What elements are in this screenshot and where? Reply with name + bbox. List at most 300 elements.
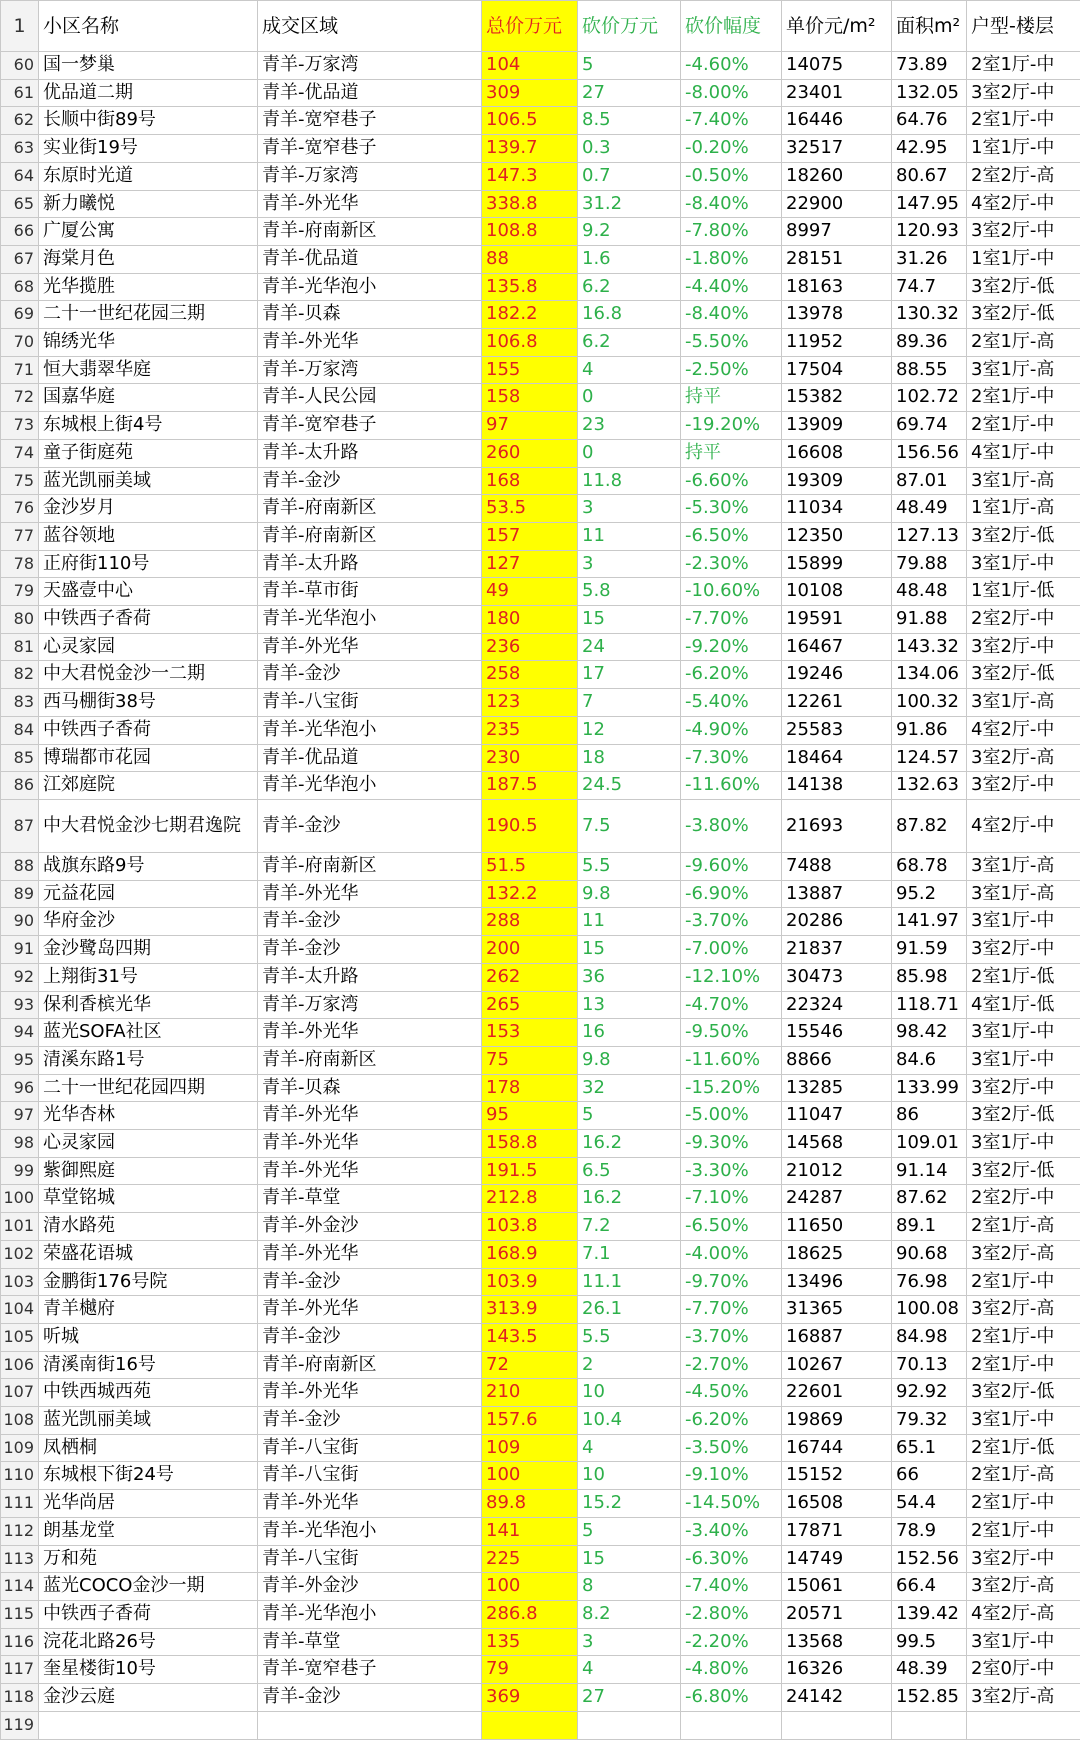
cell-layout-floor[interactable]: 2室2厅-高 bbox=[967, 162, 1080, 190]
cell-layout-floor[interactable]: 3室2厅-高 bbox=[967, 1240, 1080, 1268]
cell-total-price[interactable]: 106.5 bbox=[482, 107, 578, 135]
cell-layout-floor[interactable]: 3室1厅-中 bbox=[967, 1019, 1080, 1047]
cell-total-price[interactable]: 53.5 bbox=[482, 495, 578, 523]
cell-unit-price[interactable]: 13496 bbox=[782, 1268, 892, 1296]
cell-district[interactable]: 青羊-太升路 bbox=[258, 439, 482, 467]
cell-unit-price[interactable]: 17871 bbox=[782, 1517, 892, 1545]
cell-price-cut[interactable]: 16.2 bbox=[578, 1185, 681, 1213]
cell-community[interactable]: 保利香槟光华 bbox=[39, 991, 258, 1019]
row-number[interactable]: 103 bbox=[1, 1268, 39, 1296]
cell-total-price[interactable]: 235 bbox=[482, 716, 578, 744]
cell-total-price[interactable]: 100 bbox=[482, 1573, 578, 1601]
cell-price-cut[interactable]: 11.8 bbox=[578, 467, 681, 495]
cell-community[interactable]: 国嘉华庭 bbox=[39, 384, 258, 412]
cell-price-cut[interactable]: 11 bbox=[578, 522, 681, 550]
cell-total-price[interactable]: 127 bbox=[482, 550, 578, 578]
cell-layout-floor[interactable]: 3室2厅-高 bbox=[967, 1684, 1080, 1712]
cell-unit-price[interactable]: 22601 bbox=[782, 1379, 892, 1407]
cell-unit-price[interactable]: 28151 bbox=[782, 245, 892, 273]
cell-unit-price[interactable]: 13568 bbox=[782, 1628, 892, 1656]
cell-district[interactable]: 青羊-金沙 bbox=[258, 1268, 482, 1296]
cell-unit-price[interactable]: 10267 bbox=[782, 1351, 892, 1379]
cell-total-price[interactable]: 135.8 bbox=[482, 273, 578, 301]
cell-area[interactable]: 76.98 bbox=[892, 1268, 967, 1296]
cell-cut-percent[interactable]: -7.30% bbox=[681, 744, 782, 772]
cell-area[interactable]: 102.72 bbox=[892, 384, 967, 412]
row-number[interactable]: 87 bbox=[1, 799, 39, 852]
cell-layout-floor[interactable]: 3室1厅-中 bbox=[967, 908, 1080, 936]
cell-layout-floor[interactable]: 3室1厅-中 bbox=[967, 1130, 1080, 1158]
row-number[interactable]: 118 bbox=[1, 1684, 39, 1712]
cell-unit-price[interactable]: 13887 bbox=[782, 880, 892, 908]
row-number[interactable]: 117 bbox=[1, 1656, 39, 1684]
cell-unit-price[interactable]: 25583 bbox=[782, 716, 892, 744]
row-number[interactable]: 91 bbox=[1, 936, 39, 964]
cell-unit-price[interactable]: 16467 bbox=[782, 633, 892, 661]
cell-community[interactable]: 上翔街31号 bbox=[39, 963, 258, 991]
cell-price-cut[interactable]: 8.2 bbox=[578, 1600, 681, 1628]
cell-unit-price[interactable]: 18464 bbox=[782, 744, 892, 772]
cell-district[interactable]: 青羊-金沙 bbox=[258, 1323, 482, 1351]
cell-layout-floor[interactable]: 3室2厅-中 bbox=[967, 936, 1080, 964]
cell-layout-floor[interactable]: 2室1厅-中 bbox=[967, 1323, 1080, 1351]
cell-unit-price[interactable]: 13285 bbox=[782, 1074, 892, 1102]
cell-cut-percent[interactable]: -8.40% bbox=[681, 301, 782, 329]
cell-price-cut[interactable]: 2 bbox=[578, 1351, 681, 1379]
cell-total-price[interactable]: 108.8 bbox=[482, 218, 578, 246]
row-number[interactable]: 98 bbox=[1, 1130, 39, 1158]
cell-unit-price[interactable]: 16326 bbox=[782, 1656, 892, 1684]
cell-price-cut[interactable]: 27 bbox=[578, 1684, 681, 1712]
cell-district[interactable]: 青羊-府南新区 bbox=[258, 852, 482, 880]
empty-cell[interactable] bbox=[578, 1711, 681, 1739]
cell-price-cut[interactable]: 13 bbox=[578, 991, 681, 1019]
cell-area[interactable]: 139.42 bbox=[892, 1600, 967, 1628]
cell-area[interactable]: 73.89 bbox=[892, 52, 967, 80]
cell-district[interactable]: 青羊-外光华 bbox=[258, 1240, 482, 1268]
cell-community[interactable]: 蓝光凯丽美域 bbox=[39, 1407, 258, 1435]
empty-cell[interactable] bbox=[681, 1711, 782, 1739]
cell-cut-percent[interactable]: 持平 bbox=[681, 439, 782, 467]
cell-community[interactable]: 新力曦悦 bbox=[39, 190, 258, 218]
cell-cut-percent[interactable]: -4.50% bbox=[681, 1379, 782, 1407]
cell-district[interactable]: 青羊-贝森 bbox=[258, 1074, 482, 1102]
cell-district[interactable]: 青羊-光华泡小 bbox=[258, 1517, 482, 1545]
cell-total-price[interactable]: 187.5 bbox=[482, 772, 578, 800]
cell-price-cut[interactable]: 15.2 bbox=[578, 1490, 681, 1518]
cell-district[interactable]: 青羊-八宝街 bbox=[258, 689, 482, 717]
cell-district[interactable]: 青羊-光华泡小 bbox=[258, 772, 482, 800]
cell-unit-price[interactable]: 11952 bbox=[782, 329, 892, 357]
cell-cut-percent[interactable]: -5.50% bbox=[681, 329, 782, 357]
cell-community[interactable]: 金鹏街176号院 bbox=[39, 1268, 258, 1296]
cell-layout-floor[interactable]: 3室2厅-低 bbox=[967, 661, 1080, 689]
cell-community[interactable]: 优品道二期 bbox=[39, 79, 258, 107]
cell-community[interactable]: 清溪东路1号 bbox=[39, 1046, 258, 1074]
cell-area[interactable]: 100.08 bbox=[892, 1296, 967, 1324]
cell-layout-floor[interactable]: 3室1厅-中 bbox=[967, 550, 1080, 578]
cell-cut-percent[interactable]: -6.20% bbox=[681, 1407, 782, 1435]
cell-layout-floor[interactable]: 4室1厅-中 bbox=[967, 439, 1080, 467]
row-number[interactable]: 81 bbox=[1, 633, 39, 661]
header-price-cut[interactable]: 砍价万元 bbox=[578, 1, 681, 52]
cell-area[interactable]: 91.14 bbox=[892, 1157, 967, 1185]
cell-cut-percent[interactable]: -2.80% bbox=[681, 1600, 782, 1628]
cell-area[interactable]: 143.32 bbox=[892, 633, 967, 661]
cell-layout-floor[interactable]: 2室1厅-中 bbox=[967, 412, 1080, 440]
cell-area[interactable]: 133.99 bbox=[892, 1074, 967, 1102]
cell-layout-floor[interactable]: 3室2厅-低 bbox=[967, 301, 1080, 329]
cell-unit-price[interactable]: 21012 bbox=[782, 1157, 892, 1185]
cell-district[interactable]: 青羊-宽窄巷子 bbox=[258, 107, 482, 135]
cell-price-cut[interactable]: 24 bbox=[578, 633, 681, 661]
cell-cut-percent[interactable]: -6.30% bbox=[681, 1545, 782, 1573]
cell-total-price[interactable]: 158 bbox=[482, 384, 578, 412]
row-number[interactable]: 101 bbox=[1, 1213, 39, 1241]
cell-unit-price[interactable]: 19246 bbox=[782, 661, 892, 689]
cell-total-price[interactable]: 210 bbox=[482, 1379, 578, 1407]
cell-layout-floor[interactable]: 1室1厅-中 bbox=[967, 245, 1080, 273]
cell-price-cut[interactable]: 6.5 bbox=[578, 1157, 681, 1185]
cell-district[interactable]: 青羊-光华泡小 bbox=[258, 273, 482, 301]
cell-layout-floor[interactable]: 3室2厅-高 bbox=[967, 744, 1080, 772]
cell-cut-percent[interactable]: -7.10% bbox=[681, 1185, 782, 1213]
row-number[interactable]: 90 bbox=[1, 908, 39, 936]
cell-cut-percent[interactable]: -6.80% bbox=[681, 1684, 782, 1712]
cell-district[interactable]: 青羊-金沙 bbox=[258, 1684, 482, 1712]
cell-community[interactable]: 中大君悦金沙七期君逸院 bbox=[39, 799, 258, 852]
cell-layout-floor[interactable]: 2室1厅-高 bbox=[967, 329, 1080, 357]
cell-layout-floor[interactable]: 3室2厅-中 bbox=[967, 1545, 1080, 1573]
cell-layout-floor[interactable]: 2室1厅-高 bbox=[967, 1213, 1080, 1241]
row-number[interactable]: 69 bbox=[1, 301, 39, 329]
cell-total-price[interactable]: 225 bbox=[482, 1545, 578, 1573]
cell-price-cut[interactable]: 17 bbox=[578, 661, 681, 689]
cell-cut-percent[interactable]: -3.50% bbox=[681, 1434, 782, 1462]
cell-community[interactable]: 蓝谷领地 bbox=[39, 522, 258, 550]
cell-unit-price[interactable]: 16446 bbox=[782, 107, 892, 135]
cell-layout-floor[interactable]: 3室2厅-低 bbox=[967, 1157, 1080, 1185]
row-number[interactable]: 82 bbox=[1, 661, 39, 689]
cell-area[interactable]: 90.68 bbox=[892, 1240, 967, 1268]
cell-area[interactable]: 68.78 bbox=[892, 852, 967, 880]
cell-cut-percent[interactable]: -6.20% bbox=[681, 661, 782, 689]
cell-community[interactable]: 青羊樾府 bbox=[39, 1296, 258, 1324]
cell-unit-price[interactable]: 12350 bbox=[782, 522, 892, 550]
cell-district[interactable]: 青羊-外光华 bbox=[258, 633, 482, 661]
cell-total-price[interactable]: 369 bbox=[482, 1684, 578, 1712]
cell-price-cut[interactable]: 9.8 bbox=[578, 880, 681, 908]
cell-layout-floor[interactable]: 4室1厅-低 bbox=[967, 991, 1080, 1019]
cell-price-cut[interactable]: 6.2 bbox=[578, 273, 681, 301]
cell-unit-price[interactable]: 15899 bbox=[782, 550, 892, 578]
row-number[interactable]: 80 bbox=[1, 606, 39, 634]
cell-cut-percent[interactable]: -8.00% bbox=[681, 79, 782, 107]
cell-district[interactable]: 青羊-府南新区 bbox=[258, 495, 482, 523]
cell-price-cut[interactable]: 15 bbox=[578, 606, 681, 634]
cell-area[interactable]: 92.92 bbox=[892, 1379, 967, 1407]
cell-layout-floor[interactable]: 3室2厅-中 bbox=[967, 772, 1080, 800]
empty-cell[interactable] bbox=[892, 1711, 967, 1739]
cell-area[interactable]: 91.59 bbox=[892, 936, 967, 964]
cell-unit-price[interactable]: 31365 bbox=[782, 1296, 892, 1324]
cell-district[interactable]: 青羊-草堂 bbox=[258, 1185, 482, 1213]
cell-price-cut[interactable]: 16 bbox=[578, 1019, 681, 1047]
cell-cut-percent[interactable]: -3.70% bbox=[681, 1323, 782, 1351]
cell-area[interactable]: 48.49 bbox=[892, 495, 967, 523]
cell-total-price[interactable]: 143.5 bbox=[482, 1323, 578, 1351]
cell-layout-floor[interactable]: 3室2厅-低 bbox=[967, 1102, 1080, 1130]
cell-price-cut[interactable]: 16.2 bbox=[578, 1130, 681, 1158]
row-number[interactable]: 84 bbox=[1, 716, 39, 744]
cell-area[interactable]: 152.56 bbox=[892, 1545, 967, 1573]
cell-community[interactable]: 光华尚居 bbox=[39, 1490, 258, 1518]
cell-price-cut[interactable]: 12 bbox=[578, 716, 681, 744]
cell-area[interactable]: 152.85 bbox=[892, 1684, 967, 1712]
cell-layout-floor[interactable]: 2室1厅-中 bbox=[967, 1517, 1080, 1545]
cell-cut-percent[interactable]: -4.60% bbox=[681, 52, 782, 80]
cell-total-price[interactable]: 79 bbox=[482, 1656, 578, 1684]
cell-community[interactable]: 华府金沙 bbox=[39, 908, 258, 936]
cell-area[interactable]: 87.82 bbox=[892, 799, 967, 852]
cell-unit-price[interactable]: 22900 bbox=[782, 190, 892, 218]
cell-community[interactable]: 东原时光道 bbox=[39, 162, 258, 190]
row-number[interactable]: 86 bbox=[1, 772, 39, 800]
cell-community[interactable]: 蓝光SOFA社区 bbox=[39, 1019, 258, 1047]
cell-price-cut[interactable]: 0 bbox=[578, 384, 681, 412]
cell-area[interactable]: 141.97 bbox=[892, 908, 967, 936]
cell-layout-floor[interactable]: 2室1厅-中 bbox=[967, 52, 1080, 80]
header-unit-price[interactable]: 单价元/m² bbox=[782, 1, 892, 52]
cell-cut-percent[interactable]: -7.70% bbox=[681, 606, 782, 634]
cell-district[interactable]: 青羊-光华泡小 bbox=[258, 606, 482, 634]
cell-community[interactable]: 元益花园 bbox=[39, 880, 258, 908]
cell-community[interactable]: 长顺中街89号 bbox=[39, 107, 258, 135]
cell-total-price[interactable]: 236 bbox=[482, 633, 578, 661]
cell-unit-price[interactable]: 17504 bbox=[782, 356, 892, 384]
cell-district[interactable]: 青羊-外金沙 bbox=[258, 1573, 482, 1601]
cell-total-price[interactable]: 155 bbox=[482, 356, 578, 384]
cell-total-price[interactable]: 106.8 bbox=[482, 329, 578, 357]
row-number[interactable]: 67 bbox=[1, 245, 39, 273]
cell-cut-percent[interactable]: -4.00% bbox=[681, 1240, 782, 1268]
cell-community[interactable]: 正府街110号 bbox=[39, 550, 258, 578]
cell-community[interactable]: 蓝光COCO金沙一期 bbox=[39, 1573, 258, 1601]
cell-price-cut[interactable]: 6.2 bbox=[578, 329, 681, 357]
cell-district[interactable]: 青羊-金沙 bbox=[258, 936, 482, 964]
cell-unit-price[interactable]: 16887 bbox=[782, 1323, 892, 1351]
cell-district[interactable]: 青羊-万家湾 bbox=[258, 991, 482, 1019]
cell-cut-percent[interactable]: -4.40% bbox=[681, 273, 782, 301]
cell-district[interactable]: 青羊-万家湾 bbox=[258, 356, 482, 384]
cell-cut-percent[interactable]: -2.70% bbox=[681, 1351, 782, 1379]
cell-cut-percent[interactable]: -3.30% bbox=[681, 1157, 782, 1185]
cell-area[interactable]: 132.63 bbox=[892, 772, 967, 800]
cell-area[interactable]: 127.13 bbox=[892, 522, 967, 550]
row-number[interactable]: 96 bbox=[1, 1074, 39, 1102]
cell-total-price[interactable]: 100 bbox=[482, 1462, 578, 1490]
cell-cut-percent[interactable]: -12.10% bbox=[681, 963, 782, 991]
cell-area[interactable]: 124.57 bbox=[892, 744, 967, 772]
cell-unit-price[interactable]: 14138 bbox=[782, 772, 892, 800]
cell-area[interactable]: 66 bbox=[892, 1462, 967, 1490]
row-number[interactable]: 116 bbox=[1, 1628, 39, 1656]
cell-area[interactable]: 42.95 bbox=[892, 135, 967, 163]
cell-total-price[interactable]: 309 bbox=[482, 79, 578, 107]
row-number[interactable]: 94 bbox=[1, 1019, 39, 1047]
cell-unit-price[interactable]: 14075 bbox=[782, 52, 892, 80]
cell-cut-percent[interactable]: -2.30% bbox=[681, 550, 782, 578]
cell-total-price[interactable]: 338.8 bbox=[482, 190, 578, 218]
header-area[interactable]: 面积m² bbox=[892, 1, 967, 52]
cell-area[interactable]: 95.2 bbox=[892, 880, 967, 908]
cell-layout-floor[interactable]: 4室2厅-中 bbox=[967, 190, 1080, 218]
cell-community[interactable]: 凤栖桐 bbox=[39, 1434, 258, 1462]
cell-area[interactable]: 91.88 bbox=[892, 606, 967, 634]
cell-unit-price[interactable]: 8866 bbox=[782, 1046, 892, 1074]
cell-price-cut[interactable]: 4 bbox=[578, 356, 681, 384]
row-number[interactable]: 65 bbox=[1, 190, 39, 218]
cell-total-price[interactable]: 103.8 bbox=[482, 1213, 578, 1241]
cell-total-price[interactable]: 191.5 bbox=[482, 1157, 578, 1185]
cell-district[interactable]: 青羊-金沙 bbox=[258, 661, 482, 689]
cell-community[interactable]: 国一梦巢 bbox=[39, 52, 258, 80]
cell-price-cut[interactable]: 8 bbox=[578, 1573, 681, 1601]
row-number[interactable]: 61 bbox=[1, 79, 39, 107]
cell-area[interactable]: 118.71 bbox=[892, 991, 967, 1019]
row-number[interactable]: 70 bbox=[1, 329, 39, 357]
cell-price-cut[interactable]: 26.1 bbox=[578, 1296, 681, 1324]
cell-community[interactable]: 草堂铭城 bbox=[39, 1185, 258, 1213]
cell-price-cut[interactable]: 32 bbox=[578, 1074, 681, 1102]
header-layout-floor[interactable]: 户型-楼层 bbox=[967, 1, 1080, 52]
cell-community[interactable]: 东城根上街4号 bbox=[39, 412, 258, 440]
cell-layout-floor[interactable]: 2室1厅-中 bbox=[967, 1490, 1080, 1518]
cell-community[interactable]: 江郊庭院 bbox=[39, 772, 258, 800]
cell-district[interactable]: 青羊-外光华 bbox=[258, 1019, 482, 1047]
row-number[interactable]: 83 bbox=[1, 689, 39, 717]
cell-cut-percent[interactable]: -11.60% bbox=[681, 1046, 782, 1074]
row-number[interactable]: 115 bbox=[1, 1600, 39, 1628]
cell-unit-price[interactable]: 30473 bbox=[782, 963, 892, 991]
cell-total-price[interactable]: 265 bbox=[482, 991, 578, 1019]
cell-total-price[interactable]: 153 bbox=[482, 1019, 578, 1047]
cell-district[interactable]: 青羊-金沙 bbox=[258, 1407, 482, 1435]
cell-cut-percent[interactable]: -2.20% bbox=[681, 1628, 782, 1656]
cell-price-cut[interactable]: 9.8 bbox=[578, 1046, 681, 1074]
cell-community[interactable]: 荣盛花语城 bbox=[39, 1240, 258, 1268]
cell-district[interactable]: 青羊-外光华 bbox=[258, 1296, 482, 1324]
header-district[interactable]: 成交区域 bbox=[258, 1, 482, 52]
cell-total-price[interactable]: 230 bbox=[482, 744, 578, 772]
row-number[interactable]: 88 bbox=[1, 852, 39, 880]
header-community[interactable]: 小区名称 bbox=[39, 1, 258, 52]
cell-layout-floor[interactable]: 3室2厅-中 bbox=[967, 79, 1080, 107]
cell-total-price[interactable]: 288 bbox=[482, 908, 578, 936]
cell-district[interactable]: 青羊-外光华 bbox=[258, 1157, 482, 1185]
cell-cut-percent[interactable]: -7.00% bbox=[681, 936, 782, 964]
cell-community[interactable]: 战旗东路9号 bbox=[39, 852, 258, 880]
cell-area[interactable]: 79.32 bbox=[892, 1407, 967, 1435]
cell-district[interactable]: 青羊-光华泡小 bbox=[258, 1600, 482, 1628]
cell-price-cut[interactable]: 9.2 bbox=[578, 218, 681, 246]
cell-total-price[interactable]: 97 bbox=[482, 412, 578, 440]
cell-unit-price[interactable]: 19591 bbox=[782, 606, 892, 634]
cell-layout-floor[interactable]: 3室2厅-高 bbox=[967, 1296, 1080, 1324]
cell-cut-percent[interactable]: 持平 bbox=[681, 384, 782, 412]
cell-layout-floor[interactable]: 2室1厅-低 bbox=[967, 963, 1080, 991]
cell-area[interactable]: 120.93 bbox=[892, 218, 967, 246]
cell-price-cut[interactable]: 8.5 bbox=[578, 107, 681, 135]
cell-price-cut[interactable]: 10 bbox=[578, 1462, 681, 1490]
cell-layout-floor[interactable]: 1室1厅-低 bbox=[967, 578, 1080, 606]
row-number[interactable]: 1 bbox=[1, 1, 39, 52]
cell-price-cut[interactable]: 7.2 bbox=[578, 1213, 681, 1241]
cell-community[interactable]: 二十一世纪花园四期 bbox=[39, 1074, 258, 1102]
cell-layout-floor[interactable]: 3室1厅-中 bbox=[967, 1628, 1080, 1656]
empty-cell[interactable] bbox=[482, 1711, 578, 1739]
cell-layout-floor[interactable]: 3室2厅-低 bbox=[967, 1379, 1080, 1407]
cell-unit-price[interactable]: 32517 bbox=[782, 135, 892, 163]
row-number[interactable]: 111 bbox=[1, 1490, 39, 1518]
cell-unit-price[interactable]: 15152 bbox=[782, 1462, 892, 1490]
cell-price-cut[interactable]: 5.5 bbox=[578, 1323, 681, 1351]
cell-area[interactable]: 48.48 bbox=[892, 578, 967, 606]
row-number[interactable]: 68 bbox=[1, 273, 39, 301]
cell-unit-price[interactable]: 18625 bbox=[782, 1240, 892, 1268]
cell-total-price[interactable]: 72 bbox=[482, 1351, 578, 1379]
cell-district[interactable]: 青羊-万家湾 bbox=[258, 162, 482, 190]
cell-layout-floor[interactable]: 2室1厅-低 bbox=[967, 1434, 1080, 1462]
cell-total-price[interactable]: 147.3 bbox=[482, 162, 578, 190]
cell-unit-price[interactable]: 24287 bbox=[782, 1185, 892, 1213]
cell-price-cut[interactable]: 5.5 bbox=[578, 852, 681, 880]
cell-unit-price[interactable]: 15382 bbox=[782, 384, 892, 412]
cell-total-price[interactable]: 262 bbox=[482, 963, 578, 991]
cell-layout-floor[interactable]: 2室1厅-中 bbox=[967, 1268, 1080, 1296]
cell-district[interactable]: 青羊-外金沙 bbox=[258, 1213, 482, 1241]
cell-area[interactable]: 147.95 bbox=[892, 190, 967, 218]
cell-cut-percent[interactable]: -7.80% bbox=[681, 218, 782, 246]
cell-area[interactable]: 54.4 bbox=[892, 1490, 967, 1518]
cell-community[interactable]: 清溪南街16号 bbox=[39, 1351, 258, 1379]
cell-district[interactable]: 青羊-太升路 bbox=[258, 963, 482, 991]
cell-price-cut[interactable]: 4 bbox=[578, 1656, 681, 1684]
cell-layout-floor[interactable]: 3室1厅-高 bbox=[967, 852, 1080, 880]
cell-price-cut[interactable]: 11 bbox=[578, 908, 681, 936]
row-number[interactable]: 73 bbox=[1, 412, 39, 440]
cell-unit-price[interactable]: 18163 bbox=[782, 273, 892, 301]
cell-total-price[interactable]: 168 bbox=[482, 467, 578, 495]
cell-unit-price[interactable]: 11034 bbox=[782, 495, 892, 523]
row-number[interactable]: 85 bbox=[1, 744, 39, 772]
cell-layout-floor[interactable]: 4室2厅-中 bbox=[967, 799, 1080, 852]
cell-area[interactable]: 78.9 bbox=[892, 1517, 967, 1545]
cell-total-price[interactable]: 157 bbox=[482, 522, 578, 550]
cell-community[interactable]: 清水路苑 bbox=[39, 1213, 258, 1241]
cell-price-cut[interactable]: 5 bbox=[578, 1517, 681, 1545]
cell-price-cut[interactable]: 7.5 bbox=[578, 799, 681, 852]
cell-unit-price[interactable]: 15061 bbox=[782, 1573, 892, 1601]
cell-layout-floor[interactable]: 2室2厅-中 bbox=[967, 606, 1080, 634]
cell-community[interactable]: 二十一世纪花园三期 bbox=[39, 301, 258, 329]
cell-unit-price[interactable]: 13978 bbox=[782, 301, 892, 329]
cell-layout-floor[interactable]: 3室1厅-高 bbox=[967, 356, 1080, 384]
cell-area[interactable]: 74.7 bbox=[892, 273, 967, 301]
cell-area[interactable]: 70.13 bbox=[892, 1351, 967, 1379]
cell-layout-floor[interactable]: 3室1厅-高 bbox=[967, 689, 1080, 717]
empty-cell[interactable] bbox=[258, 1711, 482, 1739]
